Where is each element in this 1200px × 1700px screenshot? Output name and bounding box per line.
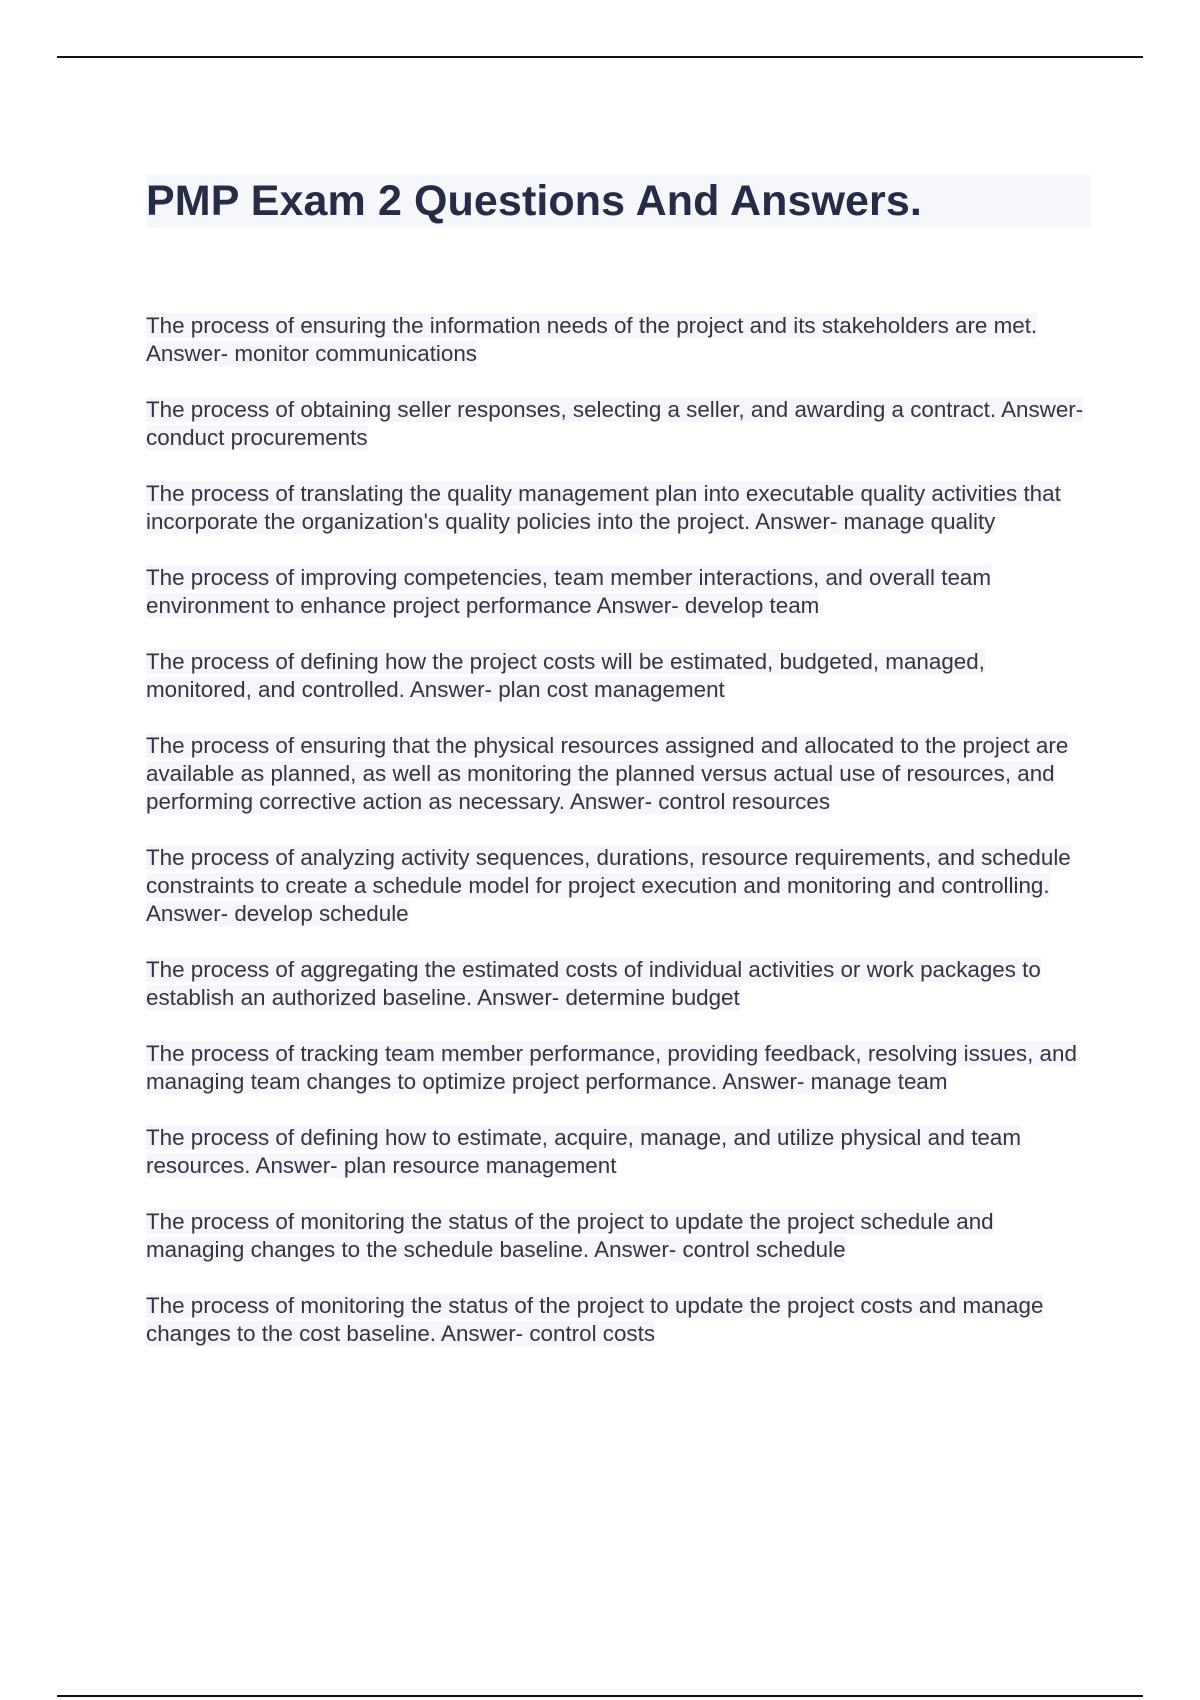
qa-text: The process of obtaining seller responses, selecting a seller, and awarding a contract. Answer- conduct procurements — [146, 397, 1084, 450]
qa-item-11 — [146, 1208, 1090, 1264]
qa-text: The process of defining how to estimate, acquire, manage, and utilize physical and team resources. Answer- plan resource management — [146, 1125, 1021, 1178]
qa-text: The process of ensuring that the physical resources assigned and allocated to the project are available as planned, as well as monitoring the planned versus actual use of resources, and performing corrective action as necessary. Answer- control resources — [146, 733, 1069, 814]
qa-text: The process of defining how the project costs will be estimated, budgeted, managed, monitored, and controlled. Answer- plan cost management — [146, 649, 985, 702]
qa-item-1 — [146, 312, 1090, 368]
page-title: PMP Exam 2 Questions And Answers. — [146, 177, 922, 225]
qa-list — [146, 312, 1090, 1376]
title-block — [146, 174, 1090, 228]
qa-text: The process of aggregating the estimated costs of individual activities or work packages to establish an authorized baseline. Answer- determine budget — [146, 957, 1041, 1010]
qa-text: The process of analyzing activity sequences, durations, resource requirements, and schedule constraints to create a schedule model for project execution and monitoring and controlling. Answer- develop schedule — [146, 845, 1071, 926]
qa-item-3 — [146, 480, 1090, 536]
qa-item-8 — [146, 956, 1090, 1012]
qa-text: The process of monitoring the status of the project to update the project costs and manage changes to the cost baseline. Answer- control costs — [146, 1293, 1044, 1346]
qa-item-10 — [146, 1124, 1090, 1180]
qa-text: The process of translating the quality management plan into executable quality activities that incorporate the organization's quality policies into the project. Answer- manage quality — [146, 481, 1061, 534]
bottom-divider — [57, 1695, 1143, 1697]
qa-item-12 — [146, 1292, 1090, 1348]
qa-text: The process of improving competencies, team member interactions, and overall team environment to enhance project performance Answer- develop team — [146, 565, 992, 618]
qa-text: The process of ensuring the information needs of the project and its stakeholders are met. Answer- monitor communications — [146, 313, 1038, 366]
qa-item-5 — [146, 648, 1090, 704]
qa-text: The process of monitoring the status of the project to update the project schedule and managing changes to the schedule baseline. Answer- control schedule — [146, 1209, 994, 1262]
qa-item-6 — [146, 732, 1090, 816]
qa-item-7 — [146, 844, 1090, 928]
qa-text: The process of tracking team member performance, providing feedback, resolving issues, and managing team changes to optimize project performance. Answer- manage team — [146, 1041, 1077, 1094]
qa-item-4 — [146, 564, 1090, 620]
top-divider — [57, 56, 1143, 58]
qa-item-2 — [146, 396, 1090, 452]
qa-item-9 — [146, 1040, 1090, 1096]
